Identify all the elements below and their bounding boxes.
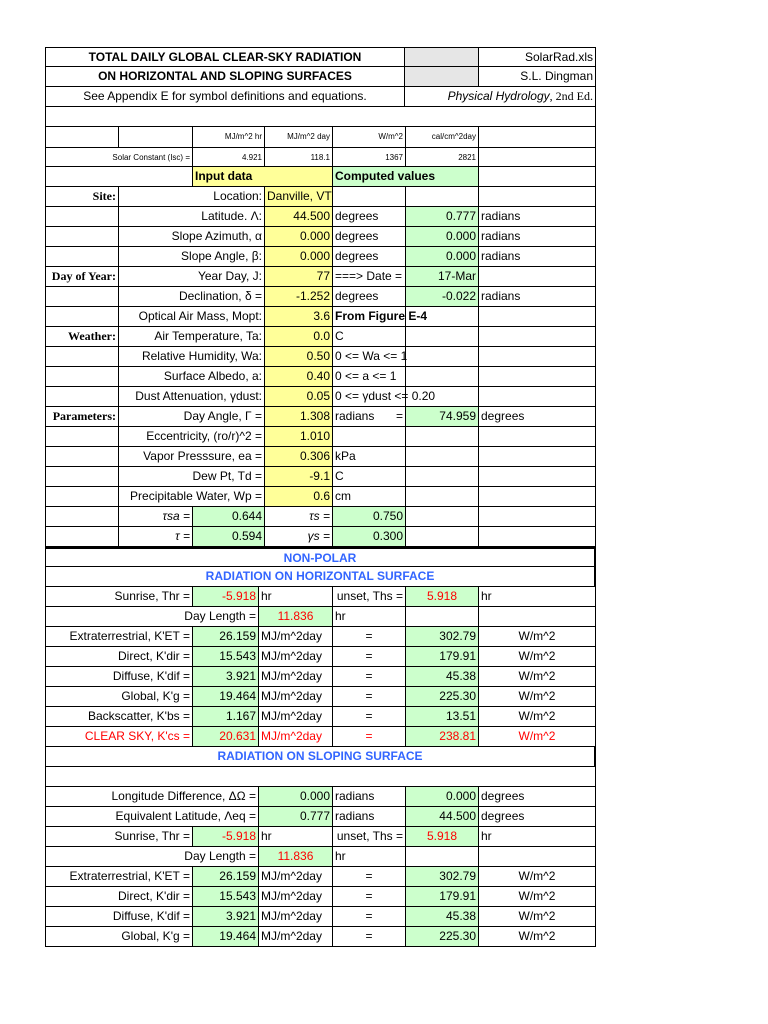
horizontal-sunrise-row: [45, 587, 596, 607]
radiation-unit: MJ/m^2day: [259, 707, 333, 727]
unit-mj-day: MJ/m^2 day: [265, 127, 333, 148]
radiation-label: Global, K'g =: [45, 687, 193, 707]
book-ref: [405, 87, 596, 107]
radiation-row: [45, 907, 596, 927]
param-row-slope-angle: [45, 247, 596, 267]
radiation-label: Backscatter, K'bs =: [45, 707, 193, 727]
solar-constant-mj-hr: 4.921: [193, 148, 265, 167]
param-label: Longitude Difference, ΔΩ =: [45, 787, 259, 807]
tau-value: 0.594: [193, 527, 265, 547]
param-value: -9.1: [265, 467, 333, 487]
param-label: Dew Pt, Td =: [119, 467, 265, 487]
sunrise-label: Sunrise, Thr =: [45, 827, 193, 847]
param-label: Relative Humidity, Wa:: [119, 347, 265, 367]
param-unit: radians: [333, 807, 406, 827]
equals-sign: =: [333, 867, 406, 887]
solar-constant-wm2: 1367: [333, 148, 406, 167]
computed-unit: [479, 447, 596, 467]
radiation-label: Diffuse, K'dif =: [45, 667, 193, 687]
book-title: Physical Hydrology: [447, 89, 550, 103]
param-label: Day Angle, Γ =: [119, 407, 265, 427]
computed-value: [406, 387, 479, 407]
param-unit: [333, 187, 406, 207]
computed-unit: degrees: [479, 407, 596, 427]
computed-value: [406, 347, 479, 367]
param-label: Slope Azimuth, α: [119, 227, 265, 247]
sunset-unit: hr: [479, 827, 596, 847]
sunset-value: 5.918: [406, 827, 479, 847]
computed-value: [406, 467, 479, 487]
empty-row: [45, 107, 596, 127]
param-value: -1.252: [265, 287, 333, 307]
solar-constant-label: Solar Constant (Isc) =: [45, 148, 193, 167]
computed-unit: [479, 267, 596, 287]
param-value: 0.000: [265, 247, 333, 267]
radiation-row: [45, 887, 596, 907]
param-unit: degrees: [333, 287, 406, 307]
file-name: SolarRad.xls: [479, 47, 596, 67]
input-header-row: [45, 167, 596, 187]
sloping-sunrise-row: [45, 827, 596, 847]
param-row-latitude: [45, 207, 596, 227]
computed-unit: [479, 347, 596, 367]
sunrise-value: -5.918: [193, 587, 259, 607]
sunrise-value: -5.918: [193, 827, 259, 847]
tau-label: τsa =: [119, 507, 193, 527]
tau-value: 0.644: [193, 507, 265, 527]
param-row-declination: [45, 287, 596, 307]
radiation-value: 19.464: [193, 927, 259, 947]
param-unit: radians =: [333, 407, 406, 427]
sloping-surface-title-text: RADIATION ON SLOPING SURFACE: [45, 747, 596, 767]
param-row-vapor: [45, 447, 596, 467]
param-label: Precipitable Water, Wp =: [119, 487, 265, 507]
computed-unit: degrees: [479, 787, 596, 807]
param-label: Air Temperature, Ta:: [119, 327, 265, 347]
param-row-year-day: [45, 267, 596, 287]
param-row-slope-az: [45, 227, 596, 247]
section-weather: Weather:: [45, 327, 119, 347]
param-label: Optical Air Mass, Mopt:: [119, 307, 265, 327]
computed-value: 0.777: [406, 207, 479, 227]
param-row-albedo: [45, 367, 596, 387]
radiation-wm2: 45.38: [406, 667, 479, 687]
tau-label-2: γs =: [265, 527, 333, 547]
param-label: Year Day, J:: [119, 267, 265, 287]
note-row: [45, 87, 596, 107]
param-row-air-mass: [45, 307, 596, 327]
appendix-note: See Appendix E for symbol definitions and equations.: [45, 87, 405, 107]
radiation-wm2-unit: W/m^2: [479, 727, 596, 747]
radiation-row: [45, 687, 596, 707]
computed-value: [406, 187, 479, 207]
empty-row: [45, 767, 596, 787]
param-unit: 0 <= Wa <= 1: [333, 347, 406, 367]
computed-value: 0.000: [406, 787, 479, 807]
param-unit: ===> Date =: [333, 267, 406, 287]
radiation-value: 26.159: [193, 867, 259, 887]
param-row-dewpt: [45, 467, 596, 487]
radiation-wm2-unit: W/m^2: [479, 907, 596, 927]
param-row-air-temp: [45, 327, 596, 347]
radiation-wm2: 179.91: [406, 887, 479, 907]
horizontal-surface-title-text: RADIATION ON HORIZONTAL SURFACE: [45, 567, 596, 587]
radiation-wm2: 225.30: [406, 687, 479, 707]
radiation-unit: MJ/m^2day: [259, 927, 333, 947]
tau-value-2: 0.300: [333, 527, 406, 547]
computed-value: 17-Mar: [406, 267, 479, 287]
param-label: Vapor Presssure, ea =: [119, 447, 265, 467]
sunset-label: unset, Ths =: [333, 827, 406, 847]
day-length-unit: hr: [333, 607, 406, 627]
param-label: Eccentricity, (ro/r)^2 =: [119, 427, 265, 447]
radiation-wm2: 302.79: [406, 627, 479, 647]
param-value: 44.500: [265, 207, 333, 227]
horizontal-day-length-row: [45, 607, 596, 627]
sunrise-unit: hr: [259, 827, 333, 847]
param-row-humidity: [45, 347, 596, 367]
sunrise-label: Sunrise, Thr =: [45, 587, 193, 607]
radiation-wm2-unit: W/m^2: [479, 887, 596, 907]
radiation-row: [45, 707, 596, 727]
computed-unit: [479, 327, 596, 347]
radiation-row: [45, 727, 596, 747]
computed-value: 0.000: [406, 247, 479, 267]
radiation-label: Direct, K'dir =: [45, 887, 193, 907]
sunset-label: unset, Ths =: [333, 587, 406, 607]
tau-label: τ =: [119, 527, 193, 547]
computed-value: [406, 427, 479, 447]
radiation-wm2-unit: W/m^2: [479, 867, 596, 887]
param-unit: From Figure E-4: [333, 307, 406, 327]
param-unit: 0 <= a <= 1: [333, 367, 406, 387]
param-label: Dust Attenuation, γdust:: [119, 387, 265, 407]
radiation-unit: MJ/m^2day: [259, 667, 333, 687]
computed-unit: [479, 367, 596, 387]
section-params: Parameters:: [45, 407, 119, 427]
param-row-precip: [45, 487, 596, 507]
radiation-wm2-unit: W/m^2: [479, 647, 596, 667]
param-value: 0.05: [265, 387, 333, 407]
radiation-wm2-unit: W/m^2: [479, 927, 596, 947]
computed-unit: radians: [479, 287, 596, 307]
input-rows: [45, 187, 596, 547]
computed-unit: [479, 307, 596, 327]
radiation-row: [45, 867, 596, 887]
non-polar-title: [45, 547, 596, 567]
param-label: Slope Angle, β:: [119, 247, 265, 267]
empty-cell: [45, 767, 596, 787]
day-length-label: Day Length =: [45, 607, 259, 627]
computed-unit: radians: [479, 227, 596, 247]
computed-value: 0.000: [406, 227, 479, 247]
param-value: 77: [265, 267, 333, 287]
radiation-wm2: 179.91: [406, 647, 479, 667]
radiation-row: [45, 667, 596, 687]
param-value: Danville, VT: [265, 187, 333, 207]
param-label: Latitude. Λ:: [119, 207, 265, 227]
equivalent-latitude-row: [45, 807, 596, 827]
title-row-1: [45, 47, 596, 67]
unit-cal: cal/cm^2day: [406, 127, 479, 148]
equals-sign: =: [333, 647, 406, 667]
param-value: 0.6: [265, 487, 333, 507]
radiation-row: [45, 627, 596, 647]
sunrise-unit: hr: [259, 587, 333, 607]
solar-constant-row: [45, 148, 596, 167]
param-unit: 0 <= γdust <= 0.20: [333, 387, 406, 407]
computed-unit: [479, 467, 596, 487]
computed-unit: [479, 427, 596, 447]
computed-value: -0.022: [406, 287, 479, 307]
radiation-unit: MJ/m^2day: [259, 647, 333, 667]
day-length-unit: hr: [333, 847, 406, 867]
radiation-label: Extraterrestrial, K'ET =: [45, 627, 193, 647]
equals-sign: =: [395, 409, 403, 423]
input-data-header: Input data: [193, 167, 333, 187]
sloping-surface-title: [45, 747, 596, 767]
tau-label-2: τs =: [265, 507, 333, 527]
radiation-wm2: 302.79: [406, 867, 479, 887]
blank-cell: [405, 67, 479, 87]
computed-unit: degrees: [479, 807, 596, 827]
equals-sign: =: [333, 887, 406, 907]
computed-values-header: Computed values: [333, 167, 479, 187]
param-row-day-angle: [45, 407, 596, 427]
section-site: Site:: [45, 187, 119, 207]
param-label: Location:: [119, 187, 265, 207]
radiation-value: 15.543: [193, 887, 259, 907]
computed-value: 44.500: [406, 807, 479, 827]
param-value: 0.306: [265, 447, 333, 467]
param-unit: degrees: [333, 247, 406, 267]
param-unit: C: [333, 467, 406, 487]
radiation-unit: MJ/m^2day: [259, 867, 333, 887]
equals-sign: =: [333, 687, 406, 707]
day-length-label: Day Length =: [45, 847, 259, 867]
radiation-wm2-unit: W/m^2: [479, 627, 596, 647]
param-unit: cm: [333, 487, 406, 507]
radiation-label: Global, K'g =: [45, 927, 193, 947]
radiation-value: 3.921: [193, 667, 259, 687]
radiation-row: [45, 647, 596, 667]
author: S.L. Dingman: [479, 67, 596, 87]
sunset-unit: hr: [479, 587, 596, 607]
equals-sign: =: [333, 667, 406, 687]
radiation-value: 3.921: [193, 907, 259, 927]
title-row-2: [45, 67, 596, 87]
computed-unit: [479, 387, 596, 407]
tau-value-2: 0.750: [333, 507, 406, 527]
param-unit: degrees: [333, 227, 406, 247]
unit-mj-hr: MJ/m^2 hr: [193, 127, 265, 148]
computed-value: [406, 447, 479, 467]
radiation-label: CLEAR SKY, K'cs =: [45, 727, 193, 747]
param-value: 0.40: [265, 367, 333, 387]
radiation-value: 1.167: [193, 707, 259, 727]
units-row: [45, 127, 596, 148]
radiation-unit: MJ/m^2day: [259, 887, 333, 907]
radiation-value: 20.631: [193, 727, 259, 747]
param-unit: [333, 427, 406, 447]
equals-sign: =: [333, 707, 406, 727]
radiation-label: Diffuse, K'dif =: [45, 907, 193, 927]
radiation-wm2: 45.38: [406, 907, 479, 927]
non-polar-title-text: NON-POLAR: [45, 547, 596, 567]
equals-sign: =: [333, 927, 406, 947]
param-row-tau-sa: [45, 507, 596, 527]
radiation-wm2-unit: W/m^2: [479, 707, 596, 727]
computed-unit: [479, 187, 596, 207]
computed-value: [406, 367, 479, 387]
param-value: 0.000: [265, 227, 333, 247]
horizontal-surface-title: [45, 567, 596, 587]
solar-constant-mj-day: 118.1: [265, 148, 333, 167]
title-line-1: TOTAL DAILY GLOBAL CLEAR-SKY RADIATION: [45, 47, 405, 67]
computed-value: 74.959: [406, 407, 479, 427]
longitude-difference-row: [45, 787, 596, 807]
radiation-wm2-unit: W/m^2: [479, 667, 596, 687]
empty-cell: [45, 107, 596, 127]
radiation-unit: MJ/m^2day: [259, 907, 333, 927]
radiation-wm2: 238.81: [406, 727, 479, 747]
equals-sign: =: [333, 727, 406, 747]
param-label: Surface Albedo, a:: [119, 367, 265, 387]
param-label: Declination, δ =: [119, 287, 265, 307]
param-unit: kPa: [333, 447, 406, 467]
param-value: 0.50: [265, 347, 333, 367]
radiation-value: 15.543: [193, 647, 259, 667]
param-row-tau: [45, 527, 596, 547]
computed-unit: [479, 487, 596, 507]
unit-wm2: W/m^2: [333, 127, 406, 148]
radiation-rows: [45, 547, 596, 947]
param-unit: C: [333, 327, 406, 347]
param-value: 0.000: [259, 787, 333, 807]
param-value: 1.010: [265, 427, 333, 447]
solar-constant-cal: 2821: [406, 148, 479, 167]
radiation-wm2: 13.51: [406, 707, 479, 727]
radiation-unit: MJ/m^2day: [259, 727, 333, 747]
spreadsheet: [45, 47, 596, 947]
computed-value: [406, 307, 479, 327]
equals-sign: =: [333, 627, 406, 647]
computed-unit: radians: [479, 247, 596, 267]
param-row-location: [45, 187, 596, 207]
param-value: 0.777: [259, 807, 333, 827]
param-unit: radians: [333, 787, 406, 807]
radiation-value: 19.464: [193, 687, 259, 707]
param-label: Equivalent Latitude, Λeq =: [45, 807, 259, 827]
radiation-wm2-unit: W/m^2: [479, 687, 596, 707]
radiation-row: [45, 927, 596, 947]
computed-unit: radians: [479, 207, 596, 227]
title-line-2: ON HORIZONTAL AND SLOPING SURFACES: [45, 67, 405, 87]
radiation-unit: MJ/m^2day: [259, 687, 333, 707]
radiation-value: 26.159: [193, 627, 259, 647]
param-unit: degrees: [333, 207, 406, 227]
day-length-value: 11.836: [259, 607, 333, 627]
param-value: 0.0: [265, 327, 333, 347]
section-day: Day of Year:: [45, 267, 119, 287]
computed-value: [406, 327, 479, 347]
radiation-wm2: 225.30: [406, 927, 479, 947]
blank-cell: [405, 47, 479, 67]
radiation-label: Direct, K'dir =: [45, 647, 193, 667]
param-value: 3.6: [265, 307, 333, 327]
sunset-value: 5.918: [406, 587, 479, 607]
param-value: 1.308: [265, 407, 333, 427]
param-row-eccentricity: [45, 427, 596, 447]
radiation-label: Extraterrestrial, K'ET =: [45, 867, 193, 887]
book-edition: , 2nd Ed.: [549, 89, 593, 103]
computed-value: [406, 487, 479, 507]
day-length-value: 11.836: [259, 847, 333, 867]
sloping-day-length-row: [45, 847, 596, 867]
param-row-dust: [45, 387, 596, 407]
radiation-unit: MJ/m^2day: [259, 627, 333, 647]
equals-sign: =: [333, 907, 406, 927]
